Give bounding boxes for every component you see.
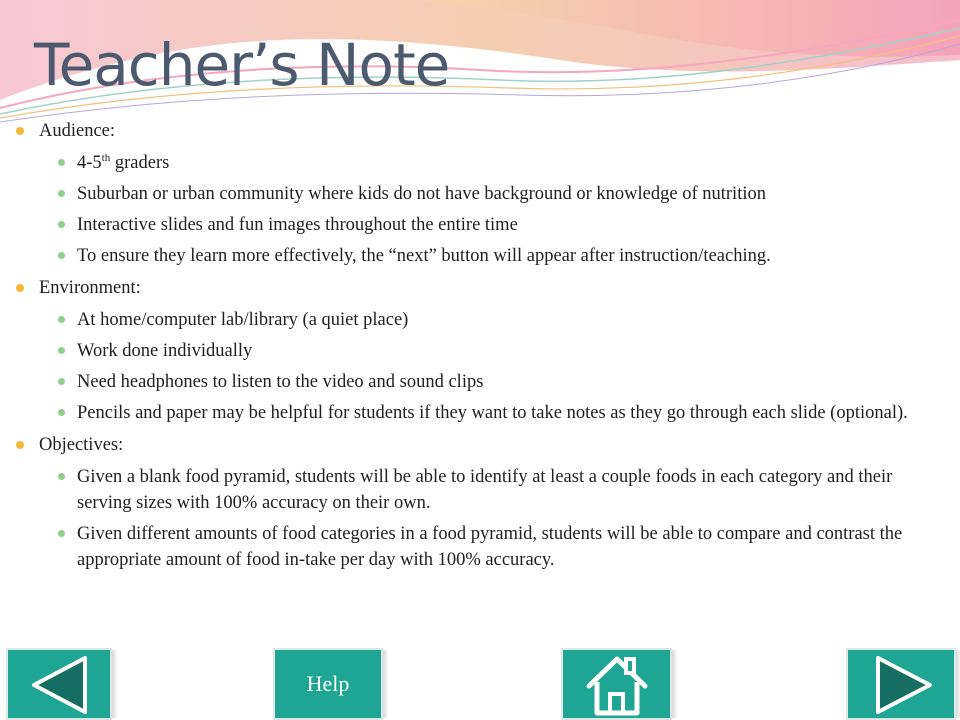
navigation-bar <box>0 640 960 720</box>
list-item: To ensure they learn more effectively, the “next” button will appear after instruction/teaching. <box>39 243 916 269</box>
section-list <box>16 118 916 573</box>
list-item: Given a blank food pyramid, students will be able to identify at least a couple foods in each category and their serving sizes with 100% accuracy on their own. <box>39 464 916 516</box>
section-label: Objectives: <box>39 435 124 455</box>
list-item: 4-5th graders <box>39 150 916 176</box>
slide-content <box>16 118 916 579</box>
triangle-left-icon <box>8 650 110 718</box>
list-item: Pencils and paper may be helpful for students if they want to take notes as they go through each slide (optional). <box>39 400 916 426</box>
section-objectives <box>16 432 916 573</box>
section-audience <box>16 118 916 269</box>
list-item: Suburban or urban community where kids do not have background or knowledge of nutrition <box>39 181 916 207</box>
house-icon <box>563 650 670 718</box>
home-button[interactable] <box>561 648 672 720</box>
help-button[interactable] <box>273 648 383 720</box>
back-button[interactable] <box>6 648 112 720</box>
section-label: Environment: <box>39 278 141 298</box>
bullet-list <box>39 150 916 269</box>
bullet-list <box>39 464 916 573</box>
bullet-list <box>39 307 916 426</box>
section-label: Audience: <box>39 121 116 141</box>
next-button[interactable] <box>846 648 956 720</box>
list-item: At home/computer lab/library (a quiet place) <box>39 307 916 333</box>
page-title: Teacher’s Note <box>34 31 450 99</box>
section-environment <box>16 275 916 426</box>
list-item: Given different amounts of food categories in a food pyramid, students will be able to compare and contrast the appropriate amount of food in-take per day with 100% accuracy. <box>39 521 916 573</box>
triangle-right-icon <box>848 650 954 718</box>
list-item: Work done individually <box>39 338 916 364</box>
list-item: Interactive slides and fun images throughout the entire time <box>39 212 916 238</box>
list-item: Need headphones to listen to the video and sound clips <box>39 369 916 395</box>
help-label: Help <box>306 671 350 696</box>
